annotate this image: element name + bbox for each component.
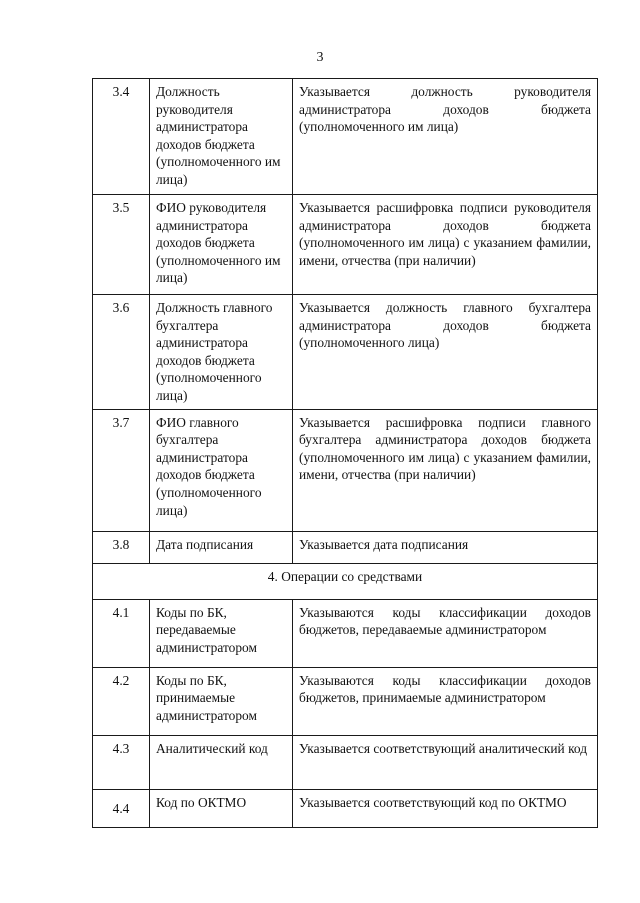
requisites-table	[92, 78, 598, 828]
field-name: ФИО руководителя администратора доходов бюджета (уполномоченного им лица)	[150, 195, 293, 295]
row-number: 3.8	[93, 531, 150, 563]
field-description: Указывается должность главного бухгалтера администратора доходов бюджета (уполномоченного лица)	[293, 295, 598, 410]
row-number: 3.6	[93, 295, 150, 410]
table-row	[93, 667, 598, 735]
field-name: Должность руководителя администратора доходов бюджета (уполномоченного им лица)	[150, 79, 293, 195]
table-row	[93, 409, 598, 531]
field-description: Указываются коды классификации доходов бюджетов, передаваемые администратором	[293, 599, 598, 667]
row-number: 4.2	[93, 667, 150, 735]
field-description: Указывается дата подписания	[293, 531, 598, 563]
row-number: 4.1	[93, 599, 150, 667]
row-number: 4.3	[93, 735, 150, 789]
field-description: Указывается соответствующий аналитический код	[293, 735, 598, 789]
section-header-row	[93, 563, 598, 599]
field-name: Дата подписания	[150, 531, 293, 563]
row-number: 3.7	[93, 409, 150, 531]
field-name: Должность главного бухгалтера администратора доходов бюджета (уполномоченного лица)	[150, 295, 293, 410]
field-name: Коды по БК, передаваемые администратором	[150, 599, 293, 667]
field-name: Коды по БК, принимаемые администратором	[150, 667, 293, 735]
section-title: 4. Операции со средствами	[93, 563, 598, 599]
table-row	[93, 599, 598, 667]
table-row	[93, 295, 598, 410]
table-row	[93, 195, 598, 295]
page-number: 3	[316, 50, 324, 65]
field-name: Аналитический код	[150, 735, 293, 789]
field-description: Указывается должность руководителя администратора доходов бюджета (уполномоченного им лица)	[293, 79, 598, 195]
field-name: ФИО главного бухгалтера администратора доходов бюджета (уполномоченного лица)	[150, 409, 293, 531]
field-description: Указывается соответствующий код по ОКТМО	[293, 789, 598, 827]
table-row	[93, 735, 598, 789]
field-description: Указывается расшифровка подписи руководителя администратора доходов бюджета (уполномоченного им лица) с указанием фамилии, имени, отчества (при наличии)	[293, 195, 598, 295]
row-number: 3.5	[93, 195, 150, 295]
row-number: 4.4	[93, 789, 150, 827]
table-row	[93, 531, 598, 563]
field-name: Код по ОКТМО	[150, 789, 293, 827]
field-description: Указываются коды классификации доходов бюджетов, принимаемые администратором	[293, 667, 598, 735]
table-row	[93, 79, 598, 195]
row-number: 3.4	[93, 79, 150, 195]
table-row	[93, 789, 598, 827]
field-description: Указывается расшифровка подписи главного бухгалтера администратора доходов бюджета (уполномоченного им лица) с указанием фамилии, имени, отчества (при наличии)	[293, 409, 598, 531]
